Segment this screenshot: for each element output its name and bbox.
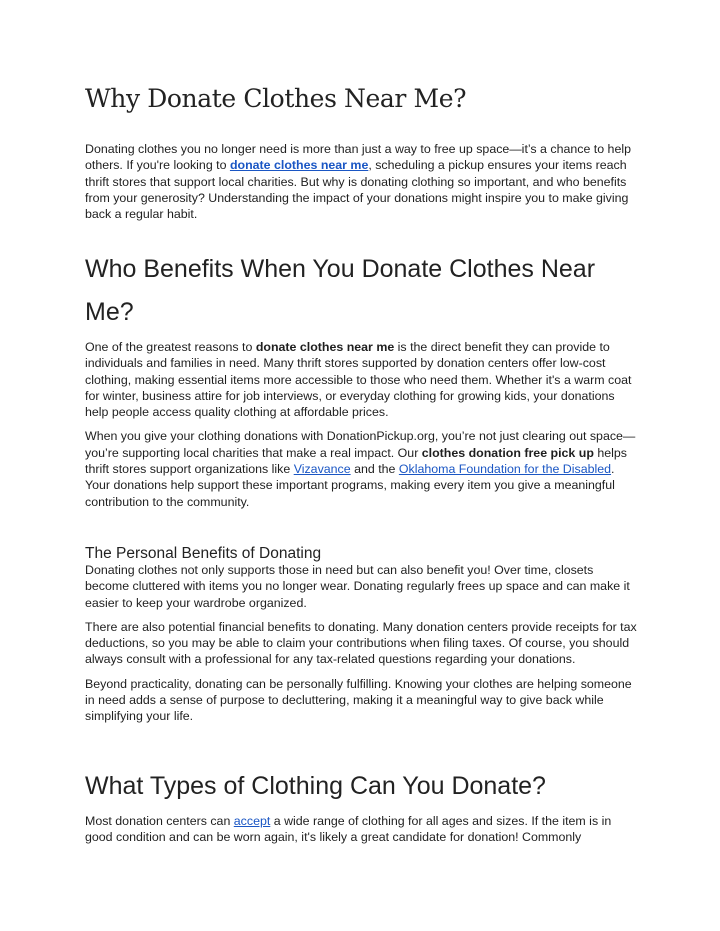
intro-paragraph: Donating clothes you no longer need is more than just a way to free up space—it’s a chance to help others. If you're looking to donate clothes near me, scheduling a pickup ensures your items reach thrift stores that support local charities. But why is donating clothing so important, and who benefits from your generosity? Understanding the impact of your donations might inspire you to make giving back a regular habit. (85, 142, 631, 222)
personal-paragraph-1: Donating clothes not only supports those in need but can also benefit you! Over time, closets become cluttered with items you no longer wear. Donating regularly frees up space and can make it easier to keep your wardrobe organized. (85, 563, 630, 610)
accept-link[interactable]: accept (233, 814, 271, 828)
page-title: Why Donate Clothes Near Me? (85, 84, 467, 113)
types-heading: What Types of Clothing Can You Donate? (85, 772, 546, 800)
personal-benefits-section (85, 545, 637, 725)
benefits-section (85, 248, 637, 510)
benefits-heading: Who Benefits When You Donate Clothes Near Me? (85, 255, 596, 326)
types-paragraph-1: Most donation centers can accept a wide range of clothing for all ages and sizes. If the item is in good condition and can be worn again, it's likely a great candidate for donation! Commonly (85, 814, 612, 845)
oklahoma-foundation-link[interactable]: Oklahoma Foundation for the Disabled (398, 462, 612, 477)
personal-paragraph-2: There are also potential financial benefits to donating. Many donation centers provide receipts for tax deductions, so you may be able to claim your contributions when filing taxes. Of course, you should always consult with a professional for any tax-related questions regarding your donations. (85, 619, 637, 667)
vizavance-link[interactable]: Vizavance (293, 462, 351, 477)
donate-clothes-near-me-link[interactable]: donate clothes near me (229, 158, 369, 173)
benefits-paragraph-2: When you give your clothing donations with DonationPickup.org, you’re not just clearing out space—you’re supporting local charities that make a real impact. Our clothes donation free pick up helps thrift stores support organizations like Vizavance and the Oklahoma Foundation for the Disabled. Your donations help support these important programs, making every item you give a meaningful contribution to the community. (85, 429, 636, 509)
benefits-paragraph-1: One of the greatest reasons to donate clothes near me is the direct benefit they can provide to individuals and families in need. Many thrift stores supported by donation centers offer low-cost clothing, making essential items more accessible to those who need them. Whether it's a warm coat for winter, business attire for job interviews, or everyday clothing for growing kids, your donations help people access quality clothing at affordable prices. (85, 340, 632, 420)
personal-paragraph-3: Beyond practicality, donating can be personally fulfilling. Knowing your clothes are helping someone in need adds a sense of purpose to decluttering, making it a meaningful way to give back while simplifying your life. (85, 676, 632, 724)
intro-section (85, 141, 637, 222)
personal-benefits-heading: The Personal Benefits of Donating (85, 545, 322, 562)
types-section (85, 765, 637, 846)
